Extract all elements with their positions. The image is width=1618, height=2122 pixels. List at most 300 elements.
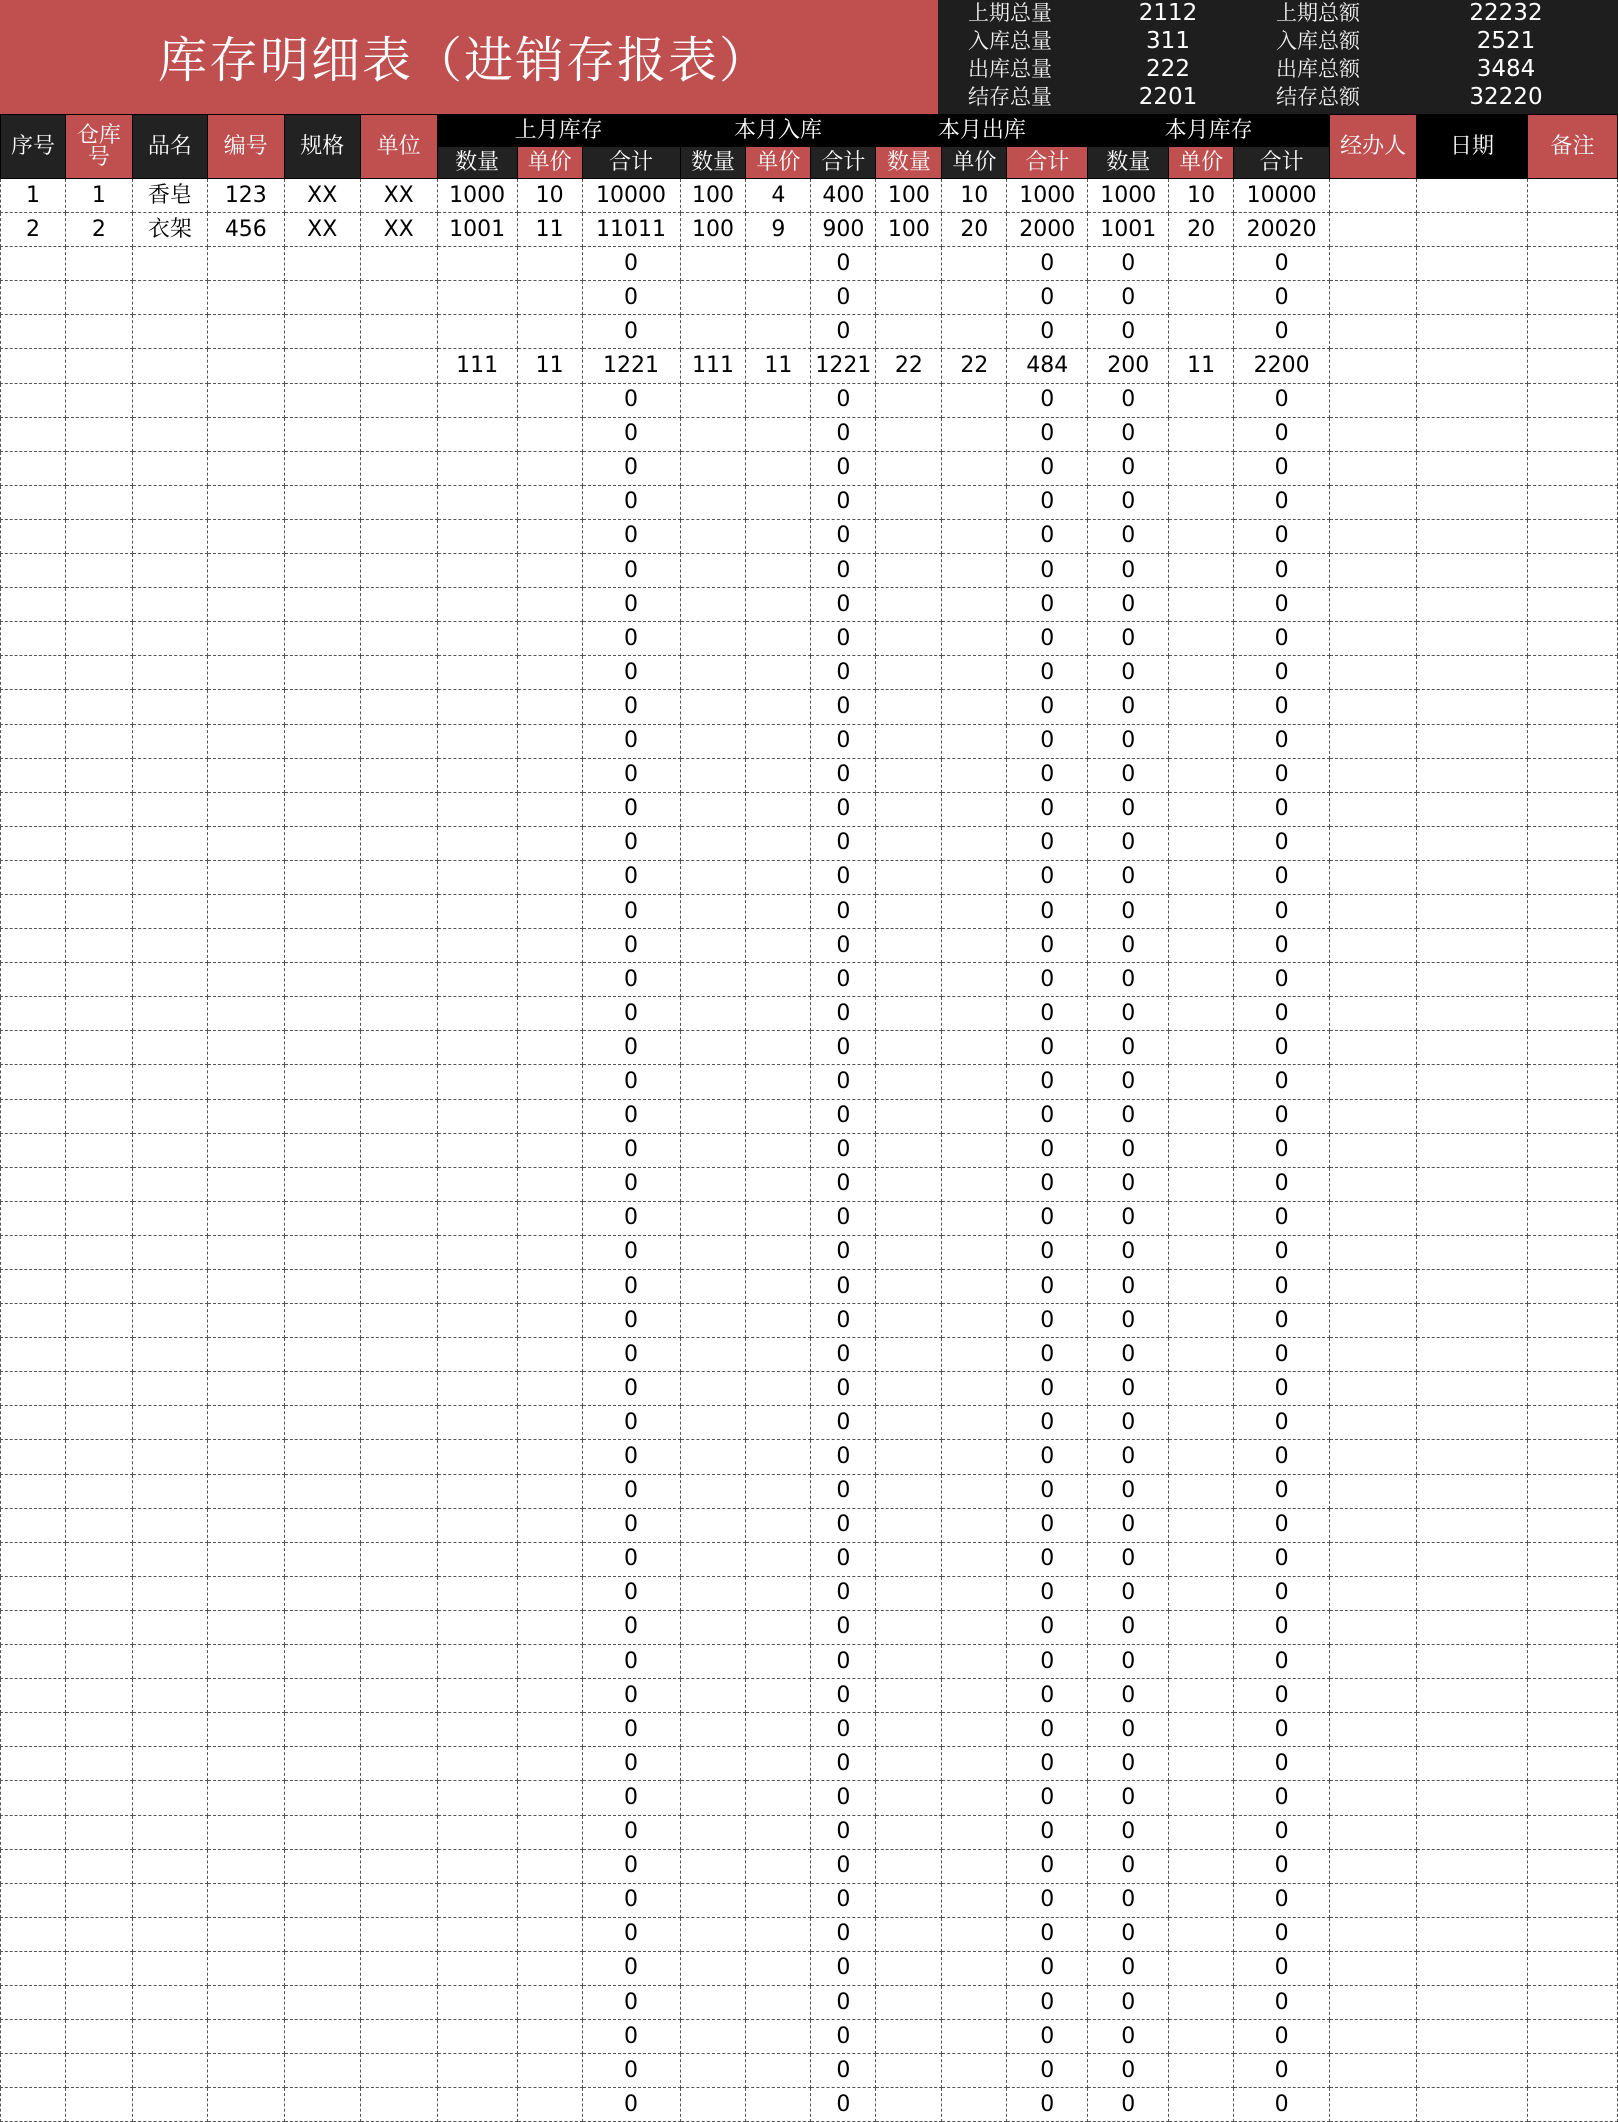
table-cell[interactable] [437, 485, 517, 519]
table-cell[interactable]: 0 [811, 1406, 876, 1440]
table-cell[interactable] [1169, 1474, 1234, 1508]
table-cell[interactable] [360, 1815, 437, 1849]
table-cell[interactable] [360, 997, 437, 1031]
table-cell[interactable] [1417, 485, 1528, 519]
table-cell[interactable] [680, 417, 746, 451]
table-cell[interactable] [517, 2054, 582, 2088]
table-cell[interactable] [1, 519, 66, 553]
table-cell[interactable] [437, 281, 517, 315]
table-cell[interactable] [680, 1542, 746, 1576]
table-cell[interactable] [680, 1645, 746, 1679]
table-cell[interactable] [680, 1747, 746, 1781]
table-cell[interactable] [65, 1167, 132, 1201]
table-cell[interactable] [132, 690, 207, 724]
table-cell[interactable]: 0 [811, 1065, 876, 1099]
table-cell[interactable] [1330, 281, 1417, 315]
table-cell[interactable] [360, 1133, 437, 1167]
table-cell[interactable] [1169, 1645, 1234, 1679]
table-cell[interactable]: 0 [1088, 1610, 1169, 1644]
table-cell[interactable]: 0 [1088, 1372, 1169, 1406]
table-cell[interactable] [132, 485, 207, 519]
table-cell[interactable] [746, 1065, 811, 1099]
table-cell[interactable] [284, 1610, 360, 1644]
table-cell[interactable] [132, 1133, 207, 1167]
table-cell[interactable] [437, 1235, 517, 1269]
table-cell[interactable]: 0 [582, 1065, 680, 1099]
table-cell[interactable] [284, 860, 360, 894]
table-cell[interactable] [876, 963, 942, 997]
table-cell[interactable]: 1 [65, 179, 132, 213]
table-cell[interactable] [207, 2088, 284, 2122]
table-cell[interactable] [876, 1645, 942, 1679]
table-cell[interactable]: 0 [1234, 1167, 1330, 1201]
table-cell[interactable] [360, 1679, 437, 1713]
table-cell[interactable] [437, 1440, 517, 1474]
table-cell[interactable]: 0 [811, 1610, 876, 1644]
table-cell[interactable] [1527, 1270, 1617, 1304]
table-cell[interactable] [1527, 894, 1617, 928]
table-cell[interactable] [207, 1713, 284, 1747]
table-cell[interactable] [65, 1917, 132, 1951]
table-cell[interactable]: 0 [582, 1713, 680, 1747]
table-cell[interactable]: 0 [1088, 1713, 1169, 1747]
table-cell[interactable] [1169, 2088, 1234, 2122]
table-cell[interactable] [437, 792, 517, 826]
table-cell[interactable] [437, 724, 517, 758]
table-cell[interactable] [284, 1133, 360, 1167]
table-cell[interactable] [517, 1508, 582, 1542]
table-cell[interactable] [680, 1883, 746, 1917]
table-cell[interactable] [284, 997, 360, 1031]
table-cell[interactable] [876, 247, 942, 281]
table-cell[interactable] [680, 1781, 746, 1815]
table-cell[interactable] [437, 894, 517, 928]
table-cell[interactable]: 0 [1234, 519, 1330, 553]
table-cell[interactable]: 22 [876, 349, 942, 383]
table-cell[interactable] [65, 1951, 132, 1985]
table-cell[interactable]: 0 [811, 963, 876, 997]
table-cell[interactable] [360, 792, 437, 826]
table-cell[interactable]: 0 [1234, 1304, 1330, 1338]
table-cell[interactable] [517, 1883, 582, 1917]
table-cell[interactable] [132, 1917, 207, 1951]
table-cell[interactable] [1527, 1235, 1617, 1269]
table-cell[interactable] [360, 2088, 437, 2122]
table-cell[interactable] [360, 1031, 437, 1065]
table-cell[interactable] [517, 554, 582, 588]
table-cell[interactable] [746, 929, 811, 963]
table-cell[interactable] [132, 1099, 207, 1133]
table-cell[interactable] [65, 1372, 132, 1406]
table-cell[interactable] [284, 894, 360, 928]
table-cell[interactable] [437, 656, 517, 690]
table-cell[interactable] [876, 1985, 942, 2019]
table-cell[interactable] [517, 281, 582, 315]
table-cell[interactable] [65, 247, 132, 281]
table-cell[interactable] [360, 929, 437, 963]
table-cell[interactable]: 0 [1007, 622, 1088, 656]
table-cell[interactable] [680, 1372, 746, 1406]
table-cell[interactable] [1, 1304, 66, 1338]
table-cell[interactable]: 0 [1088, 519, 1169, 553]
table-cell[interactable] [876, 383, 942, 417]
table-cell[interactable]: 0 [1234, 417, 1330, 451]
table-cell[interactable] [942, 758, 1007, 792]
table-cell[interactable]: 0 [582, 315, 680, 349]
table-cell[interactable] [284, 2054, 360, 2088]
table-cell[interactable] [1417, 383, 1528, 417]
table-cell[interactable] [1330, 997, 1417, 1031]
table-cell[interactable]: 0 [1007, 690, 1088, 724]
table-cell[interactable] [132, 860, 207, 894]
table-cell[interactable] [437, 622, 517, 656]
table-cell[interactable] [284, 826, 360, 860]
table-cell[interactable] [1417, 1781, 1528, 1815]
table-cell[interactable]: 0 [1234, 894, 1330, 928]
table-cell[interactable] [680, 588, 746, 622]
table-cell[interactable] [517, 1815, 582, 1849]
table-cell[interactable]: 0 [1007, 1747, 1088, 1781]
table-cell[interactable] [132, 1815, 207, 1849]
table-cell[interactable] [876, 1474, 942, 1508]
table-cell[interactable]: 0 [1088, 1338, 1169, 1372]
table-cell[interactable] [284, 1167, 360, 1201]
table-cell[interactable]: 0 [1007, 758, 1088, 792]
table-cell[interactable] [360, 1610, 437, 1644]
table-cell[interactable] [132, 2054, 207, 2088]
table-cell[interactable] [1417, 1440, 1528, 1474]
table-cell[interactable] [1169, 1099, 1234, 1133]
table-cell[interactable] [1417, 1133, 1528, 1167]
table-cell[interactable] [876, 656, 942, 690]
table-cell[interactable] [1, 1406, 66, 1440]
table-cell[interactable] [284, 588, 360, 622]
table-cell[interactable] [1169, 997, 1234, 1031]
table-cell[interactable]: 0 [1088, 2054, 1169, 2088]
table-cell[interactable] [360, 315, 437, 349]
table-cell[interactable]: 0 [1007, 417, 1088, 451]
table-cell[interactable]: 0 [811, 588, 876, 622]
table-cell[interactable] [1417, 1917, 1528, 1951]
table-cell[interactable]: 0 [1007, 1985, 1088, 2019]
table-cell[interactable]: 0 [582, 1372, 680, 1406]
table-cell[interactable] [1527, 2088, 1617, 2122]
table-cell[interactable] [517, 1099, 582, 1133]
table-cell[interactable] [437, 383, 517, 417]
table-cell[interactable] [1527, 349, 1617, 383]
table-cell[interactable] [680, 281, 746, 315]
table-cell[interactable] [942, 1065, 1007, 1099]
table-cell[interactable]: 0 [1088, 451, 1169, 485]
table-cell[interactable]: 0 [1088, 929, 1169, 963]
table-cell[interactable] [360, 383, 437, 417]
table-cell[interactable] [360, 1065, 437, 1099]
table-cell[interactable] [437, 1917, 517, 1951]
table-cell[interactable] [65, 281, 132, 315]
table-cell[interactable] [1, 1781, 66, 1815]
table-cell[interactable]: 0 [582, 1031, 680, 1065]
table-cell[interactable]: 0 [1007, 963, 1088, 997]
table-cell[interactable]: 20 [1169, 213, 1234, 247]
table-cell[interactable] [517, 758, 582, 792]
table-cell[interactable] [680, 2088, 746, 2122]
table-cell[interactable] [360, 1201, 437, 1235]
table-cell[interactable] [1417, 1747, 1528, 1781]
table-cell[interactable] [1417, 1065, 1528, 1099]
table-cell[interactable] [284, 1031, 360, 1065]
table-cell[interactable] [746, 1542, 811, 1576]
table-cell[interactable] [1330, 1440, 1417, 1474]
table-cell[interactable] [1417, 622, 1528, 656]
table-cell[interactable] [517, 1406, 582, 1440]
table-cell[interactable]: 10 [942, 179, 1007, 213]
table-cell[interactable] [207, 1951, 284, 1985]
table-cell[interactable]: 100 [680, 179, 746, 213]
table-cell[interactable]: 0 [1088, 247, 1169, 281]
table-cell[interactable] [360, 417, 437, 451]
table-cell[interactable] [1169, 1883, 1234, 1917]
table-cell[interactable] [1, 485, 66, 519]
table-cell[interactable] [942, 860, 1007, 894]
table-cell[interactable] [876, 622, 942, 656]
table-cell[interactable] [132, 1440, 207, 1474]
table-cell[interactable]: 0 [582, 1099, 680, 1133]
table-cell[interactable] [65, 2020, 132, 2054]
table-cell[interactable] [437, 1951, 517, 1985]
table-cell[interactable] [360, 1542, 437, 1576]
table-cell[interactable] [1417, 758, 1528, 792]
table-cell[interactable]: 0 [582, 2054, 680, 2088]
table-cell[interactable]: 0 [1088, 1235, 1169, 1269]
table-cell[interactable] [1330, 1679, 1417, 1713]
table-cell[interactable] [65, 1440, 132, 1474]
table-cell[interactable] [207, 1645, 284, 1679]
table-cell[interactable] [207, 315, 284, 349]
table-cell[interactable] [746, 1849, 811, 1883]
table-cell[interactable] [360, 1951, 437, 1985]
table-cell[interactable] [1417, 894, 1528, 928]
table-cell[interactable]: 1000 [1007, 179, 1088, 213]
table-cell[interactable]: 0 [1234, 451, 1330, 485]
table-cell[interactable]: 0 [811, 1235, 876, 1269]
table-cell[interactable]: 123 [207, 179, 284, 213]
table-cell[interactable] [1, 1031, 66, 1065]
table-cell[interactable] [360, 1338, 437, 1372]
table-cell[interactable] [876, 485, 942, 519]
table-cell[interactable] [680, 1985, 746, 2019]
table-cell[interactable] [65, 1679, 132, 1713]
table-cell[interactable] [942, 1985, 1007, 2019]
table-cell[interactable] [1169, 1440, 1234, 1474]
table-cell[interactable] [1169, 451, 1234, 485]
table-cell[interactable]: 0 [1088, 1883, 1169, 1917]
table-cell[interactable] [517, 1338, 582, 1372]
table-cell[interactable]: 0 [1234, 1542, 1330, 1576]
table-cell[interactable]: XX [360, 179, 437, 213]
table-cell[interactable] [942, 1508, 1007, 1542]
table-cell[interactable] [132, 1270, 207, 1304]
table-cell[interactable] [1169, 1849, 1234, 1883]
table-cell[interactable]: 0 [582, 1985, 680, 2019]
table-cell[interactable] [65, 622, 132, 656]
table-cell[interactable] [65, 1474, 132, 1508]
table-cell[interactable]: 100 [876, 213, 942, 247]
table-cell[interactable] [360, 1985, 437, 2019]
table-cell[interactable] [284, 1985, 360, 2019]
table-cell[interactable] [437, 1304, 517, 1338]
table-cell[interactable] [680, 929, 746, 963]
table-cell[interactable] [284, 1679, 360, 1713]
table-cell[interactable] [207, 588, 284, 622]
table-cell[interactable] [65, 1133, 132, 1167]
table-cell[interactable] [1527, 1610, 1617, 1644]
table-cell[interactable] [680, 1917, 746, 1951]
table-cell[interactable]: 0 [1007, 247, 1088, 281]
table-cell[interactable] [284, 485, 360, 519]
table-cell[interactable] [207, 1065, 284, 1099]
table-cell[interactable]: 10 [517, 179, 582, 213]
table-cell[interactable] [1330, 860, 1417, 894]
table-cell[interactable] [1527, 315, 1617, 349]
table-cell[interactable] [1527, 1781, 1617, 1815]
table-cell[interactable]: 0 [1007, 1883, 1088, 1917]
table-cell[interactable] [1527, 1849, 1617, 1883]
table-cell[interactable] [517, 485, 582, 519]
table-cell[interactable] [437, 1099, 517, 1133]
table-cell[interactable]: XX [360, 213, 437, 247]
table-cell[interactable] [207, 997, 284, 1031]
table-cell[interactable] [132, 1031, 207, 1065]
table-cell[interactable]: 0 [811, 247, 876, 281]
table-cell[interactable]: 4 [746, 179, 811, 213]
table-cell[interactable] [1, 1576, 66, 1610]
table-cell[interactable]: 0 [582, 1338, 680, 1372]
table-cell[interactable]: 0 [1088, 1474, 1169, 1508]
table-cell[interactable]: 0 [1234, 554, 1330, 588]
table-cell[interactable] [1, 1951, 66, 1985]
table-cell[interactable]: 0 [1088, 656, 1169, 690]
table-cell[interactable] [680, 1951, 746, 1985]
table-cell[interactable] [1169, 929, 1234, 963]
table-cell[interactable] [746, 1747, 811, 1781]
table-cell[interactable]: 0 [811, 1201, 876, 1235]
table-cell[interactable] [360, 1883, 437, 1917]
table-cell[interactable] [1330, 554, 1417, 588]
table-cell[interactable] [942, 247, 1007, 281]
table-cell[interactable] [746, 554, 811, 588]
table-cell[interactable] [942, 1338, 1007, 1372]
table-cell[interactable] [1, 554, 66, 588]
table-cell[interactable] [437, 1406, 517, 1440]
table-cell[interactable] [1527, 963, 1617, 997]
table-cell[interactable]: 0 [811, 1781, 876, 1815]
table-cell[interactable] [1330, 213, 1417, 247]
table-cell[interactable] [1417, 1645, 1528, 1679]
table-cell[interactable] [942, 1270, 1007, 1304]
table-cell[interactable] [1527, 281, 1617, 315]
table-cell[interactable] [207, 1679, 284, 1713]
table-cell[interactable] [1417, 1951, 1528, 1985]
table-cell[interactable]: 0 [1234, 1610, 1330, 1644]
table-cell[interactable] [517, 247, 582, 281]
table-cell[interactable] [360, 690, 437, 724]
table-cell[interactable] [207, 622, 284, 656]
table-cell[interactable] [360, 349, 437, 383]
table-cell[interactable] [132, 1713, 207, 1747]
table-cell[interactable] [132, 826, 207, 860]
table-cell[interactable] [680, 1508, 746, 1542]
table-cell[interactable] [132, 588, 207, 622]
table-cell[interactable]: 0 [582, 1440, 680, 1474]
table-cell[interactable] [1417, 1201, 1528, 1235]
table-cell[interactable] [132, 963, 207, 997]
table-cell[interactable] [942, 485, 1007, 519]
table-cell[interactable] [876, 1508, 942, 1542]
table-cell[interactable] [876, 894, 942, 928]
table-cell[interactable]: 0 [1088, 1645, 1169, 1679]
table-cell[interactable]: 0 [811, 997, 876, 1031]
table-cell[interactable] [746, 792, 811, 826]
table-cell[interactable]: 0 [811, 1985, 876, 2019]
table-cell[interactable]: 0 [1234, 1099, 1330, 1133]
table-cell[interactable] [360, 826, 437, 860]
table-cell[interactable]: 11 [517, 349, 582, 383]
table-cell[interactable] [1330, 417, 1417, 451]
table-cell[interactable]: 0 [1088, 1917, 1169, 1951]
table-cell[interactable]: 1221 [582, 349, 680, 383]
table-cell[interactable] [680, 1201, 746, 1235]
table-cell[interactable] [132, 417, 207, 451]
table-cell[interactable] [1527, 860, 1617, 894]
table-cell[interactable] [876, 792, 942, 826]
table-cell[interactable]: 0 [1234, 963, 1330, 997]
table-cell[interactable] [437, 519, 517, 553]
table-cell[interactable]: 0 [582, 963, 680, 997]
table-cell[interactable] [437, 1576, 517, 1610]
table-cell[interactable]: 20020 [1234, 213, 1330, 247]
table-cell[interactable] [1330, 1542, 1417, 1576]
table-cell[interactable] [746, 1133, 811, 1167]
table-cell[interactable] [1330, 894, 1417, 928]
table-cell[interactable]: 0 [811, 1951, 876, 1985]
table-cell[interactable] [132, 1951, 207, 1985]
table-cell[interactable]: 0 [1234, 826, 1330, 860]
table-cell[interactable] [360, 724, 437, 758]
table-cell[interactable] [132, 1747, 207, 1781]
table-cell[interactable] [1417, 792, 1528, 826]
table-cell[interactable] [1527, 1406, 1617, 1440]
table-cell[interactable] [746, 1338, 811, 1372]
table-cell[interactable] [680, 963, 746, 997]
table-cell[interactable] [132, 724, 207, 758]
table-cell[interactable] [360, 519, 437, 553]
table-cell[interactable] [437, 1133, 517, 1167]
table-cell[interactable] [1, 1201, 66, 1235]
table-cell[interactable]: 0 [1007, 1167, 1088, 1201]
table-cell[interactable] [1417, 1031, 1528, 1065]
table-cell[interactable] [680, 690, 746, 724]
table-cell[interactable] [1417, 1167, 1528, 1201]
table-cell[interactable] [65, 1099, 132, 1133]
table-cell[interactable] [1169, 1917, 1234, 1951]
table-cell[interactable] [65, 1849, 132, 1883]
table-cell[interactable] [1527, 1679, 1617, 1713]
table-cell[interactable]: 0 [1088, 1201, 1169, 1235]
table-cell[interactable] [132, 792, 207, 826]
table-cell[interactable]: 11 [517, 213, 582, 247]
table-cell[interactable] [132, 1576, 207, 1610]
table-cell[interactable] [284, 1849, 360, 1883]
